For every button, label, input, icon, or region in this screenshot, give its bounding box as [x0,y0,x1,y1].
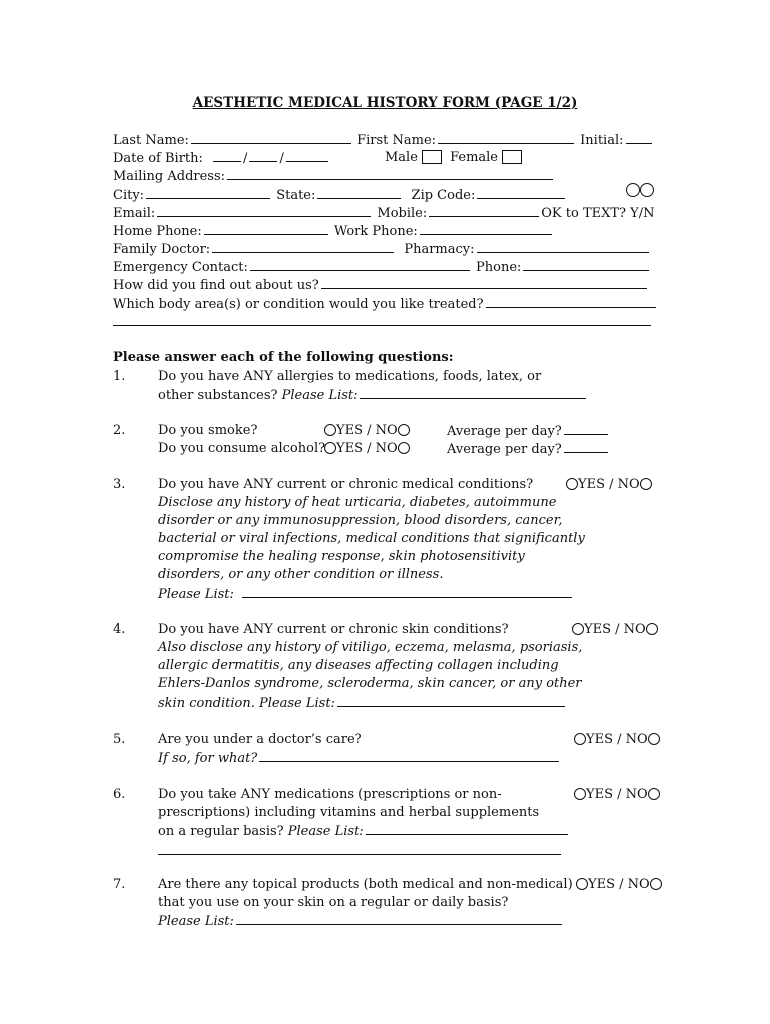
question-5-yes-radio[interactable] [574,733,586,745]
question-3-list-field[interactable] [242,585,572,598]
question-7-text: Are there any topical products (both medical and non-medical) [158,877,573,892]
question-5-list-row [158,749,561,768]
dob-label: Date of Birth: [113,151,203,166]
first-name-field[interactable] [438,131,574,144]
yes-label: YES [584,622,611,637]
pharmacy-field[interactable] [477,240,649,253]
question-4-list-row [158,694,567,713]
email-row [113,204,654,222]
question-1-list-field[interactable] [360,386,586,399]
alcohol-no-radio[interactable] [398,442,410,454]
last-name-label: Last Name: [113,133,189,148]
no-label: NO [375,441,398,456]
question-number: 7. [113,877,126,892]
home-phone-field[interactable] [204,222,328,235]
male-checkbox[interactable] [422,150,442,164]
last-name-field[interactable] [191,131,351,144]
find-us-label: How did you find out about us? [113,278,319,293]
smoke-no-radio[interactable] [398,424,410,436]
question-3-no-radio[interactable] [640,478,652,490]
work-phone-field[interactable] [420,222,552,235]
question-7-text: that you use on your skin on a regular or daily basis? [158,895,509,910]
alcohol-average [447,440,610,459]
question-3-text: Do you have ANY current or chronic medical conditions? [158,477,534,492]
smoke-average [447,422,610,441]
find-us-field[interactable] [321,276,647,289]
slash: / [367,423,372,438]
slash: / [617,732,622,747]
question-5-if-so: If so, for what? [158,751,258,766]
question-6-text: Do you take ANY medications (prescriptions or non- [158,787,502,802]
question-4-note: allergic dermatitis, any diseases affecting collagen including [158,658,559,673]
smoke-yes-no [324,422,410,440]
first-name-label: First Name: [357,133,437,148]
smoke-average-field[interactable] [564,422,608,435]
question-4-note: Ehlers-Danlos syndrome, scleroderma, skin cancer, or any other [158,676,582,691]
question-5-no-radio[interactable] [648,733,660,745]
question-6-list-row [158,822,570,841]
zip-field[interactable] [477,186,565,199]
question-4-yes-no [572,621,658,639]
city-field[interactable] [146,186,270,199]
dob-day-field[interactable] [249,149,277,162]
question-4-text: Do you have ANY current or chronic skin conditions? [158,622,509,637]
question-4-yes-radio[interactable] [572,623,584,635]
yes-label: YES [578,477,605,492]
emergency-field[interactable] [250,258,470,271]
question-7-no-radio[interactable] [650,878,662,890]
email-label: Email: [113,206,156,221]
pharmacy-label: Pharmacy: [404,242,475,257]
mobile-field[interactable] [429,204,539,217]
no-label: NO [617,477,640,492]
question-3-please-list: Please List: [158,587,234,602]
smoke-yes-radio[interactable] [324,424,336,436]
ok-to-text-label: OK to TEXT? Y/N [541,206,655,221]
name-row [113,131,654,149]
family-doctor-label: Family Doctor: [113,242,211,257]
zip-label: Zip Code: [411,188,476,203]
question-1-text: Do you have ANY allergies to medications, foods, latex, or [158,369,542,384]
emergency-row [113,258,651,276]
body-area-row [113,295,658,313]
average-label: Average per day? [447,442,562,457]
emergency-label: Emergency Contact: [113,260,248,275]
question-6-text: prescriptions) including vitamins and herbal supplements [158,805,540,820]
question-6-continuation-line[interactable] [158,854,561,855]
email-field[interactable] [157,204,371,217]
phone-row [113,222,554,240]
alcohol-yes-radio[interactable] [324,442,336,454]
doctor-row [113,240,651,258]
question-3-list-row [158,585,574,604]
body-area-field[interactable] [486,295,656,308]
question-4-note: Also disclose any history of vitiligo, eczema, melasma, psoriasis, [158,640,583,655]
question-3-note: compromise the healing response, skin photosensitivity [158,549,525,564]
question-number: 1. [113,369,126,384]
no-label: NO [375,423,398,438]
question-2a-text: Do you smoke? [158,423,258,438]
question-3-note: Disclose any history of heat urticaria, diabetes, autoimmune [158,495,557,510]
dob-separator: / [279,151,284,166]
question-number: 6. [113,787,126,802]
question-7-yes-radio[interactable] [576,878,588,890]
male-label: Male [385,150,418,165]
city-label: City: [113,188,145,203]
question-3-note: bacterial or viral infections, medical conditions that significantly [158,531,585,546]
female-label: Female [450,150,498,165]
slash: / [367,441,372,456]
mailing-field[interactable] [227,167,553,180]
question-6-list-field[interactable] [366,822,568,835]
question-4-list-field[interactable] [337,694,565,707]
question-6-yes-radio[interactable] [574,788,586,800]
gender-group [385,149,526,167]
mailing-label: Mailing Address: [113,169,226,184]
question-5-field[interactable] [259,749,559,762]
yes-label: YES [588,877,615,892]
text-yes-radio[interactable] [626,183,640,197]
question-6-please-list: Please List: [287,824,364,839]
slash: / [619,877,624,892]
question-1-list-row [158,386,588,405]
no-label: NO [625,787,648,802]
state-label: State: [276,188,316,203]
text-no-radio[interactable] [640,183,654,197]
question-number: 5. [113,732,126,747]
question-1-tail: other substances? [158,388,278,403]
yes-label: YES [586,787,613,802]
body-area-label: Which body area(s) or condition would you like treated? [113,297,484,312]
work-phone-label: Work Phone: [333,224,418,239]
state-field[interactable] [317,186,401,199]
form-title: AESTHETIC MEDICAL HISTORY FORM (PAGE 1/2) [192,95,578,111]
mailing-row [113,167,555,185]
mobile-label: Mobile: [377,206,428,221]
home-phone-label: Home Phone: [113,224,202,239]
emergency-phone-field[interactable] [523,258,649,271]
family-doctor-field[interactable] [212,240,394,253]
average-label: Average per day? [447,424,562,439]
yes-label: YES [336,441,363,456]
question-5-text: Are you under a doctor’s care? [158,732,362,747]
initial-label: Initial: [580,133,624,148]
question-3-yes-no [566,476,652,494]
question-number: 3. [113,477,126,492]
find-us-row [113,276,649,294]
alcohol-yes-no [324,440,410,458]
question-4-no-radio[interactable] [646,623,658,635]
city-row [113,186,567,204]
question-3-note: disorder or any immunosuppression, blood disorders, cancer, [158,513,563,528]
question-3-note: disorders, or any other condition or illness. [158,567,444,582]
section-heading: Please answer each of the following questions: [113,350,454,365]
question-7-please-list: Please List: [158,914,234,929]
yes-label: YES [336,423,363,438]
question-number: 2. [113,423,126,438]
text-ok-radios [626,183,654,201]
slash: / [609,477,614,492]
question-7-list-field[interactable] [236,912,562,925]
female-checkbox[interactable] [502,150,522,164]
question-7-list-row [158,912,564,931]
question-number: 4. [113,622,126,637]
slash: / [617,787,622,802]
question-2b-text: Do you consume alcohol? [158,441,326,456]
initial-field[interactable] [626,131,652,144]
dob-month-field[interactable] [213,149,241,162]
question-6-no-radio[interactable] [648,788,660,800]
alcohol-average-field[interactable] [564,440,608,453]
question-1-please-list: Please List: [281,388,358,403]
no-label: NO [627,877,650,892]
question-6-tail: on a regular basis? [158,824,284,839]
question-3-yes-radio[interactable] [566,478,578,490]
yes-label: YES [586,732,613,747]
no-label: NO [625,732,648,747]
dob-separator: / [243,151,248,166]
emergency-phone-label: Phone: [476,260,522,275]
dob-row [113,149,330,167]
question-5-yes-no [574,731,660,749]
slash: / [615,622,620,637]
question-7-yes-no [576,876,662,894]
question-6-yes-no [574,786,660,804]
dob-year-field[interactable] [286,149,328,162]
no-label: NO [623,622,646,637]
body-area-continuation-line[interactable] [113,325,651,326]
question-4-please-list: skin condition. Please List: [158,696,335,711]
